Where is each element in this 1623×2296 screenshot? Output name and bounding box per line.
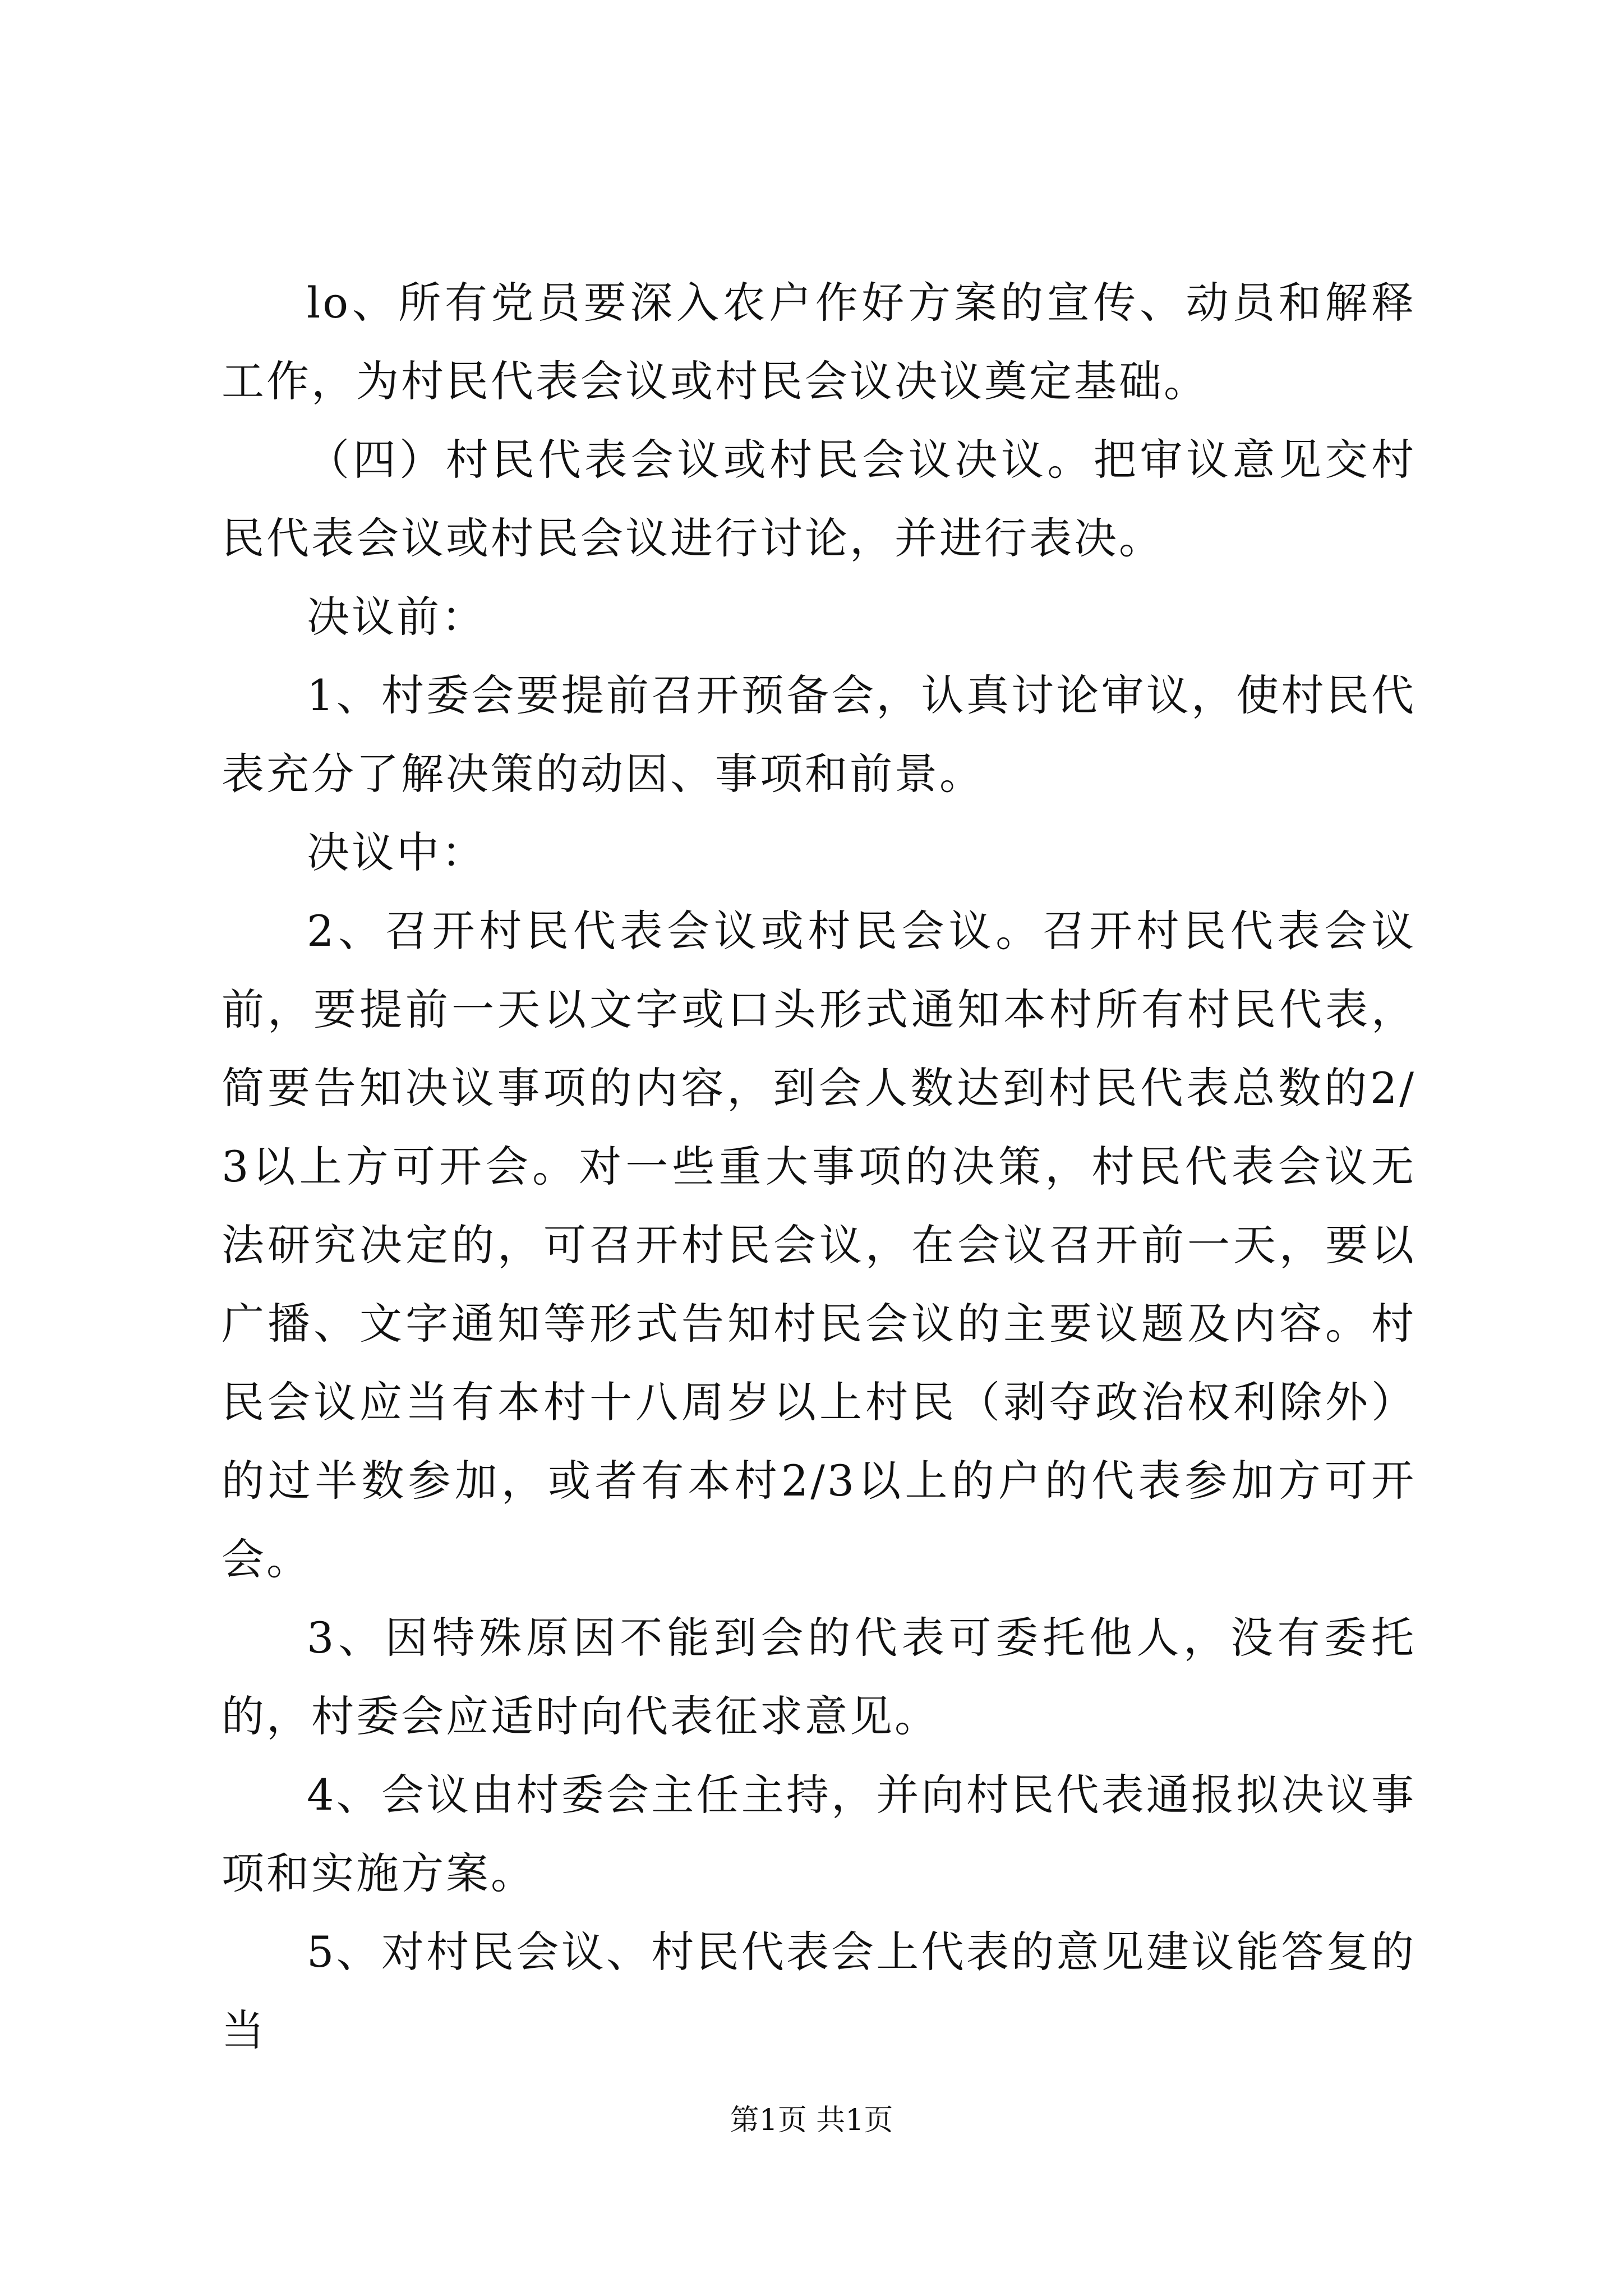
page-footer: 第1页 共1页 xyxy=(730,2104,893,2137)
paragraph-7: 3、因特殊原因不能到会的代表可委托他人，没有委托的，村委会应适时向代表征求意见。 xyxy=(222,1613,1416,1741)
paragraph-5: 决议中： xyxy=(307,827,486,877)
paragraph-6: 2、召开村民代表会议或村民会议。召开村民代表会议前，要提前一天以文字或口头形式通知本村所有村民代表，简要告知决议事项的内容，到会人数达到村民代表总数的2/3以上方可开会。对一些重大事项的决策，村民代表会议无法研究决定的，可召开村民会议，在会议召开前一天，要以广播、文字通知等形式告知村民会议的主要议题及内容。村民会议应当有本村十八周岁以上村民（剥夺政治权利除外）的过半数参加，或者有本村2/3以上的户的代表参加方可开会。 xyxy=(222,906,1416,1584)
paragraph-1: lo、所有党员要深入农户作好方案的宣传、动员和解释工作，为村民代表会议或村民会议决议奠定基础。 xyxy=(222,278,1416,406)
paragraph-4: 1、村委会要提前召开预备会，认真讨论审议，使村民代表充分了解决策的动因、事项和前景。 xyxy=(222,670,1416,799)
paragraph-2: （四）村民代表会议或村民会议决议。把审议意见交村民代表会议或村民会议进行讨论，并进行表决。 xyxy=(222,435,1416,563)
paragraph-3: 决议前： xyxy=(307,592,486,642)
paragraph-9: 5、对村民会议、村民代表会上代表的意见建议能答复的当 xyxy=(222,1927,1416,2055)
document-body xyxy=(222,264,1416,2070)
paragraph-8: 4、会议由村委会主任主持，并向村民代表通报拟决议事项和实施方案。 xyxy=(222,1770,1416,1898)
